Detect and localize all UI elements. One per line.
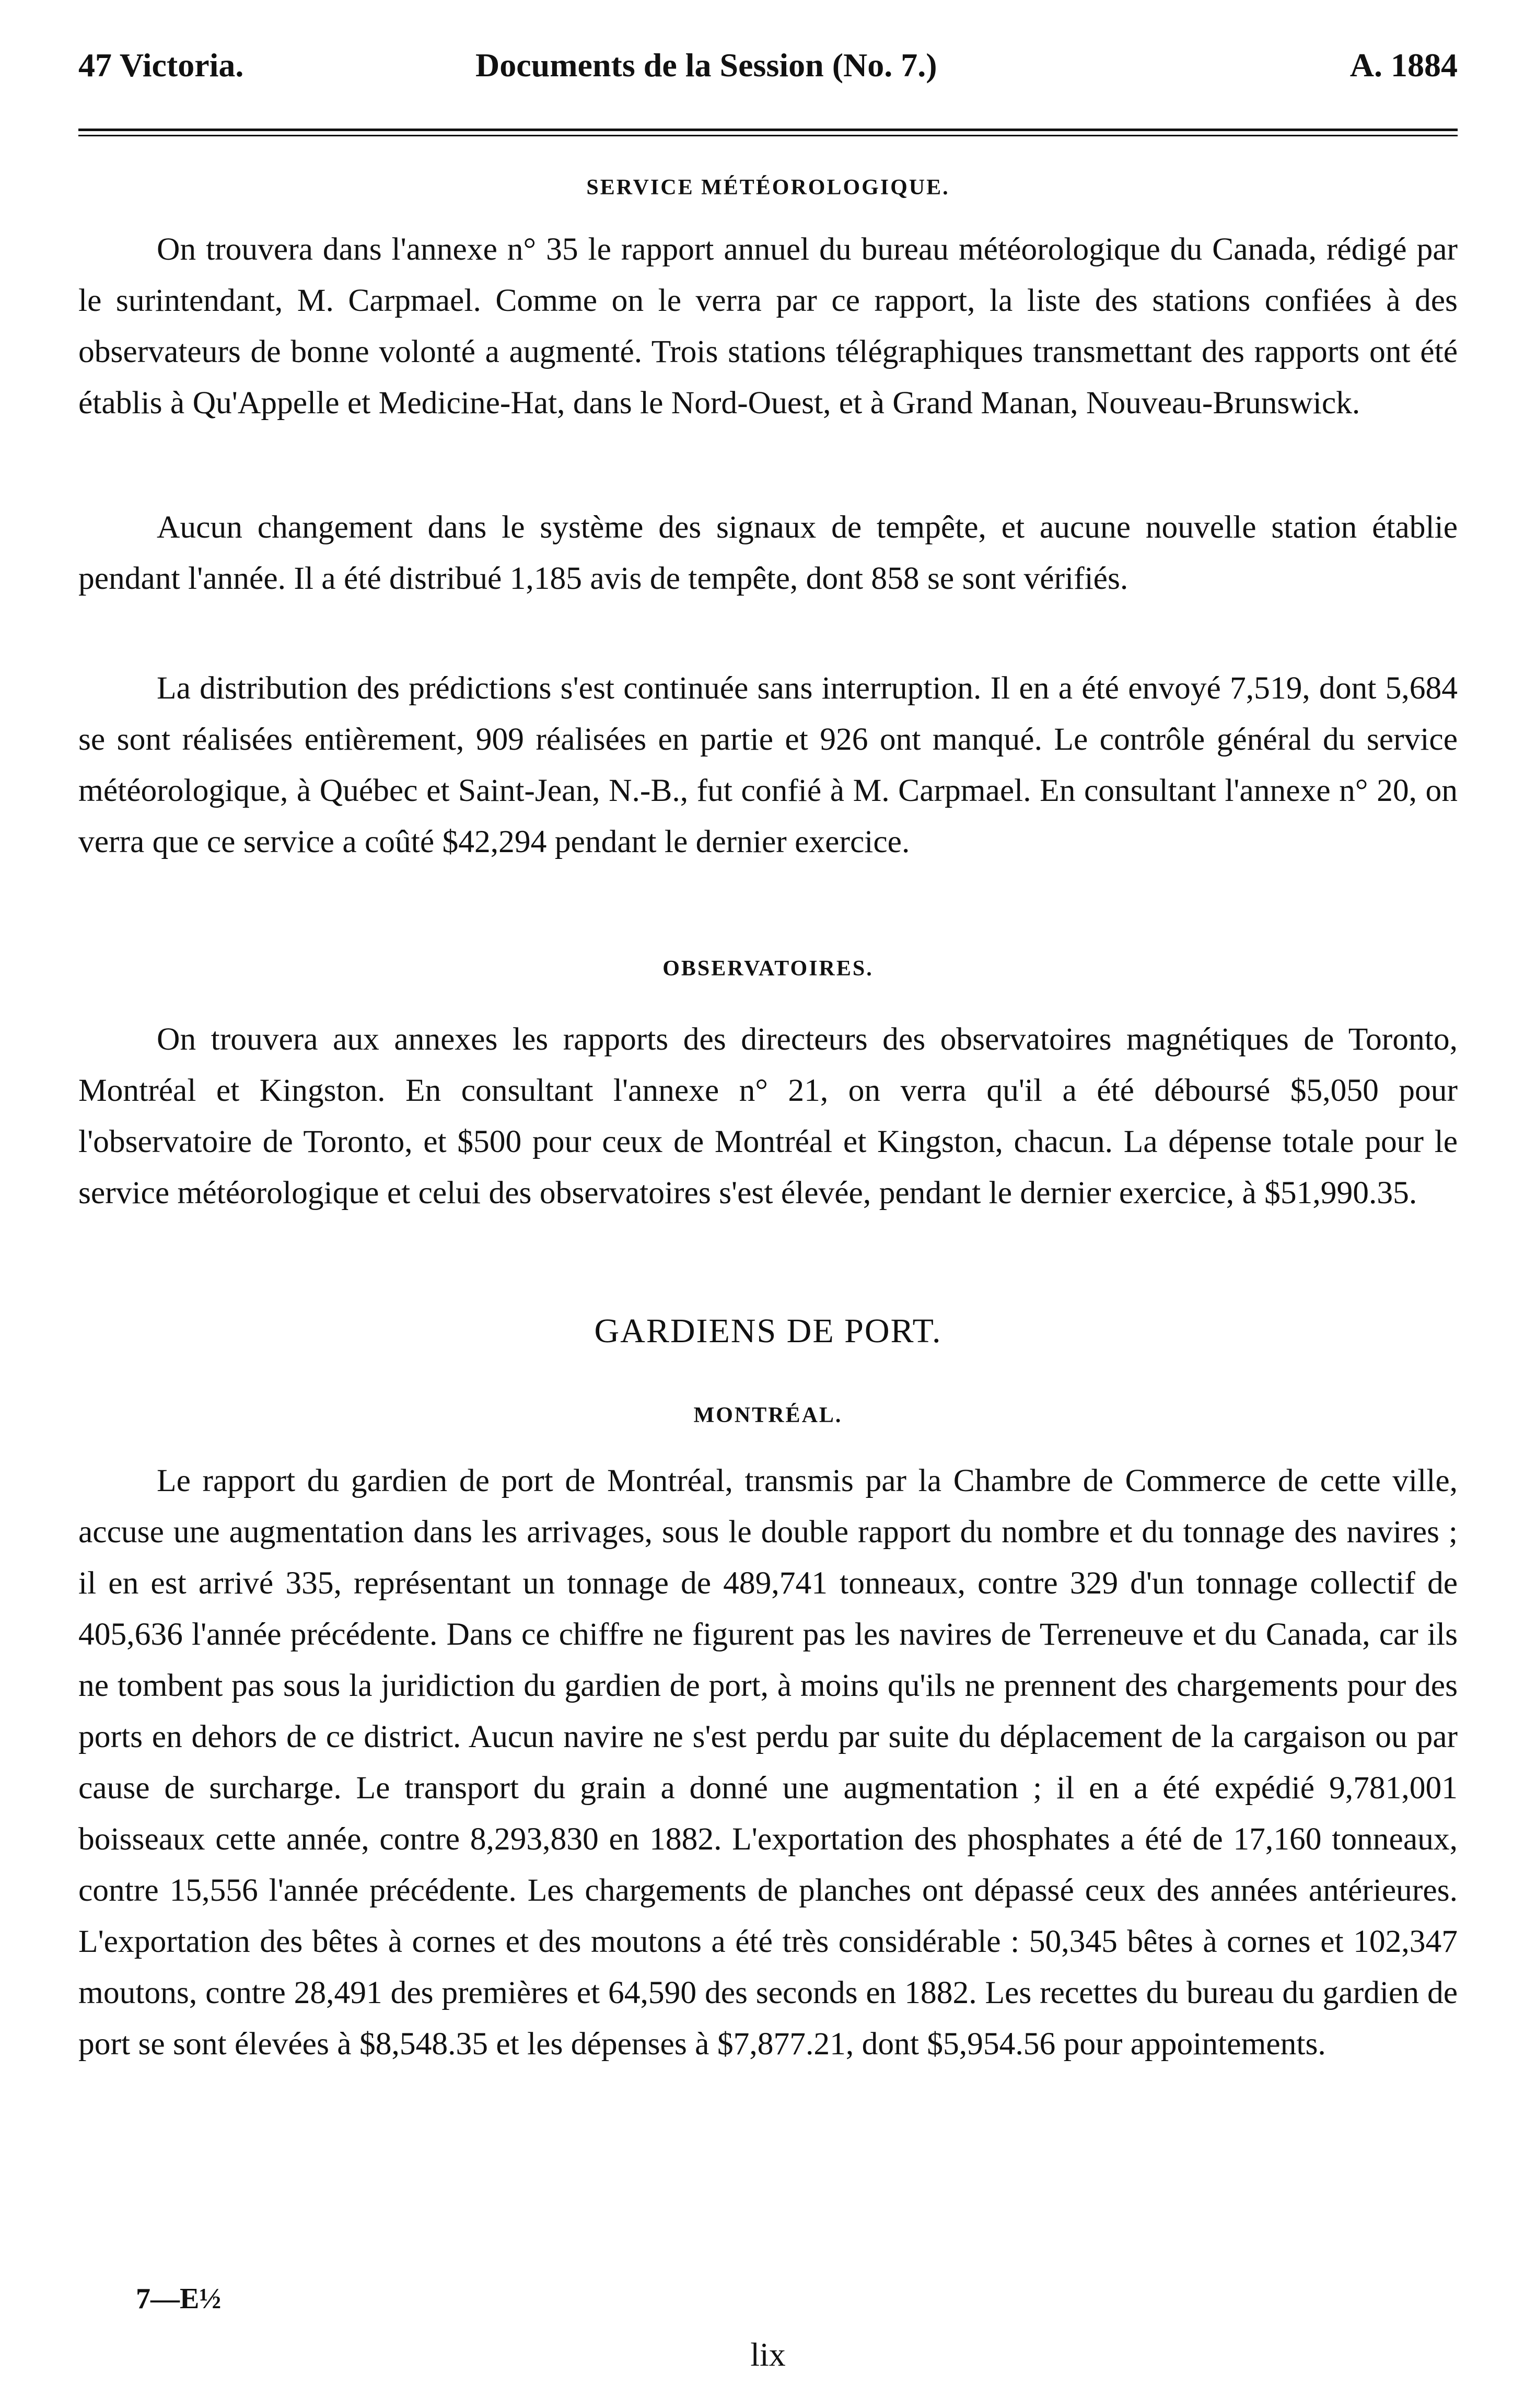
paragraph-montreal: Le rapport du gardien de port de Montréal, transmis par la Chambre de Commerce de cette ville, accuse une augmentation dans les arrivages, sous le double rapport du nombre et du tonnage des navires ; il en est arrivé 335, représentant un tonnage de 489,741 tonneaux, contre 329 d'un tonnage collectif de 405,636 l'année précédente. Dans ce chiffre ne figurent pas les navires de Terreneuve et du Canada, car ils ne tombent pas sous la juridiction du gardien de port, à moins qu'ils ne prennent des chargements pour des ports en dehors de ce district. Aucun navire ne s'est perdu par suite du déplacement de la cargaison ou par cause de surcharge. Le transport du grain a donné une augmentation ; il en a été expédié 9,781,001 boisseaux cette année, contre 8,293,830 en 1882. L'exportation des phosphates a été de 17,160 tonneaux, contre 15,556 l'année précédente. Les chargements de planches ont dépassé ceux des années antérieures. L'exportation des bêtes à cornes et des moutons a été très considérable : 50,345 bêtes à cornes et 102,347 moutons, contre 28,491 des premières et 64,590 des seconds en 1882. Les recettes du bureau du gardien de port se sont élevées à $8,548.35 et les dépenses à $7,877.21, dont $5,954.56 pour appointements. <box>78 1463 1458 2062</box>
header-rule-thick <box>78 129 1458 131</box>
header-rule-thin <box>78 135 1458 136</box>
signature-mark: 7—E½ <box>136 2283 222 2315</box>
page-number: lix <box>750 2336 786 2373</box>
paragraph-observatoires: On trouvera aux annexes les rapports des directeurs des observatoires magnétiques de Toronto, Montréal et Kingston. En consultant l'annexe n° 21, on verra qu'il a été déboursé $5,050 pour l'observatoire de Toronto, et $500 pour ceux de Montréal et Kingston, chacun. La dépense totale pour le service météorologique et celui des observatoires s'est élevée, pendant le dernier exercice, à $51,990.35. <box>78 1021 1458 1211</box>
paragraph-meteo-2: Aucun changement dans le système des signaux de tempête, et aucune nouvelle station établie pendant l'année. Il a été distribué 1,185 avis de tempête, dont 858 se sont vérifiés. <box>78 509 1458 596</box>
paragraph-meteo-1: On trouvera dans l'annexe n° 35 le rapport annuel du bureau météorologique du Canada, rédigé par le surintendant, M. Carpmael. Comme on le verra par ce rapport, la liste des stations confiées à des observateurs de bonne volonté a augmenté. Trois stations télégraphiques transmettant des rapports ont été établis à Qu'Appelle et Medicine-Hat, dans le Nord-Ouest, et à Grand Manan, Nouveau-Brunswick. <box>78 231 1458 421</box>
header-regnal-year: 47 Victoria. <box>78 46 244 84</box>
heading-service-meteorologique: SERVICE MÉTÉOROLOGIQUE. <box>586 176 950 200</box>
header-title: Documents de la Session (No. 7.) <box>475 46 937 84</box>
heading-montreal: MONTRÉAL. <box>693 1403 843 1427</box>
heading-observatoires: OBSERVATOIRES. <box>662 957 874 981</box>
paragraph-meteo-3: La distribution des prédictions s'est continuée sans interruption. Il en a été envoyé 7,519, dont 5,684 se sont réalisées entièrement, 909 réalisées en partie et 926 ont manqué. Le contrôle général du service météorologique, à Québec et Saint-Jean, N.-B., fut confié à M. Carpmael. En consultant l'annexe n° 20, on verra que ce service a coûté $42,294 pendant le dernier exercice. <box>78 670 1458 859</box>
header-year: A. 1884 <box>1349 46 1458 84</box>
heading-gardiens-de-port: GARDIENS DE PORT. <box>594 1312 942 1350</box>
running-header <box>78 46 1458 103</box>
